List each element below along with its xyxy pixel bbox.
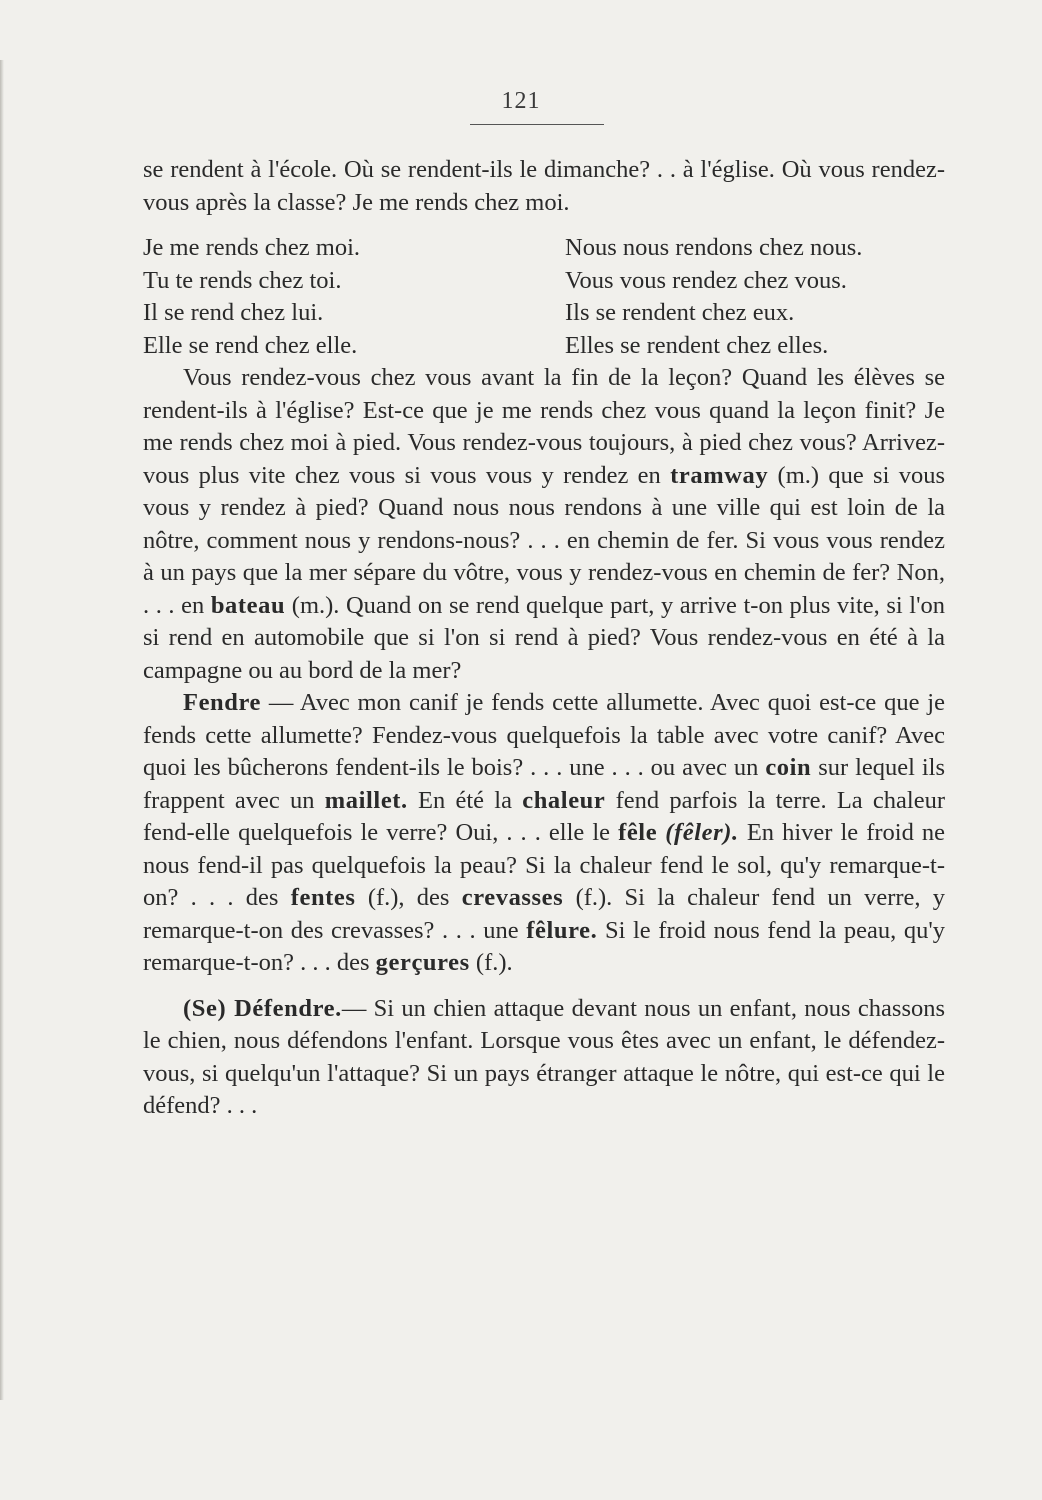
- text-run: fend parfois la terre. La chaleur fend-elle quelquefois le verre? Oui, . . . elle le: [143, 786, 946, 846]
- conjugation-singular: [143, 232, 565, 362]
- text-run: En hiver le froid ne nous fend-il pas quelquefois la peau? Si la chaleur fend le sol, qu'y remarque-t-on? . . . des: [143, 819, 946, 911]
- page-body: [143, 154, 945, 1123]
- paragraph-3: [143, 687, 945, 980]
- conjugation-line: Vous vous rendez chez vous.: [565, 266, 847, 294]
- page-number-rule: [470, 124, 604, 125]
- conjugation-line: Ils se rendent chez eux.: [565, 299, 795, 326]
- paragraph-4: [143, 993, 945, 1123]
- text-run: (f.).: [475, 949, 513, 976]
- text-run: (m.). Quand on se rend quelque part, y arrive t-on plus vite, si l'on si rend en automobile que si l'on si rend à pied? Vous rendez-vous en été à la campagne ou au bord de la mer?: [143, 591, 946, 684]
- vocab-fele: fêle: [618, 819, 658, 846]
- vocab-crevasses: crevasses: [461, 884, 564, 911]
- page-edge: [0, 60, 4, 1400]
- heading-se-defendre: (Se) Défendre.: [183, 994, 342, 1022]
- conjugation-line: Il se rend chez lui.: [143, 299, 324, 326]
- conjugation-line: Elles se rendent chez elles.: [565, 331, 829, 359]
- conjugation-plural: [565, 232, 945, 362]
- text-run: En été la: [418, 786, 512, 814]
- vocab-coin: coin: [765, 754, 812, 781]
- text-run: Vous rendez-vous chez vous avant la fin de la leçon? Quand les élèves se rendent-ils à l'église? Est-ce que je me rends chez vous quand la leçon finit? Je me rends chez moi à pied. Vous rendez-vous toujours, à pied chez vous? Arrivez-vous plus vite chez vous si vous vous y rendez en: [143, 364, 945, 489]
- conjugation-line: Elle se rend chez elle.: [143, 331, 358, 359]
- conjugation-line: Tu te rends chez toi.: [143, 266, 342, 294]
- paragraph-2: [143, 362, 945, 687]
- vocab-bateau: bateau: [210, 591, 286, 619]
- text-run: — Si un chien attaque devant nous un enfant, nous chassons le chien, nous défendons l'enfant. Lorsque vous êtes avec un enfant, le défendez-vous, si quelqu'un l'attaque? Si un pays étranger attaque le nôtre, qui est-ce qui le défend? . . .: [143, 994, 946, 1119]
- text-run: sur lequel ils frappent avec un: [143, 754, 945, 814]
- vocab-feler: (fêler).: [665, 819, 739, 846]
- heading-fendre: Fendre: [183, 689, 261, 716]
- text-run: (f.), des: [367, 884, 450, 911]
- vocab-chaleur: chaleur: [522, 786, 606, 814]
- conjugation-line: Je me rends chez moi.: [143, 234, 361, 261]
- vocab-tramway: tramway: [670, 461, 769, 489]
- vocab-maillet: maillet.: [324, 786, 408, 814]
- vocab-gercures: gerçures: [375, 949, 470, 976]
- vocab-fentes: fentes: [290, 884, 356, 911]
- page-number: 121: [501, 88, 541, 114]
- vocab-felure: fêlure.: [526, 916, 598, 944]
- conjugation-line: Nous nous rendons chez nous.: [565, 234, 863, 261]
- paragraph-1: se rendent à l'école. Où se rendent-ils le dimanche? . . à l'église. Où vous rendez-vous après la classe? Je me rends chez moi.: [143, 156, 945, 216]
- conjugation-table: [143, 232, 945, 362]
- text-run: — Avec mon canif je fends cette allumette. Avec quoi est-ce que je fends cette allumette? Fendez-vous quelquefois la table avec votre canif? Avec quoi les bûcherons fendent-ils le bois? . . . une . . . ou avec un: [143, 689, 945, 781]
- text-run: Si le froid nous fend la peau, qu'y remarque-t-on? . . . des: [143, 916, 946, 976]
- text-run: (f.). Si la chaleur fend un verre, y remarque-t-on des crevasses? . . . une: [143, 884, 946, 944]
- text-run: (m.) que si vous vous y rendez à pied? Quand nous nous rendons à une ville qui est loin de la nôtre, comment nous y rendons-nous? . . . en chemin de fer. Si vous vous rendez à un pays que la mer sépare du vôtre, vous y rendez-vous en chemin de fer? Non, . . . en: [143, 461, 946, 619]
